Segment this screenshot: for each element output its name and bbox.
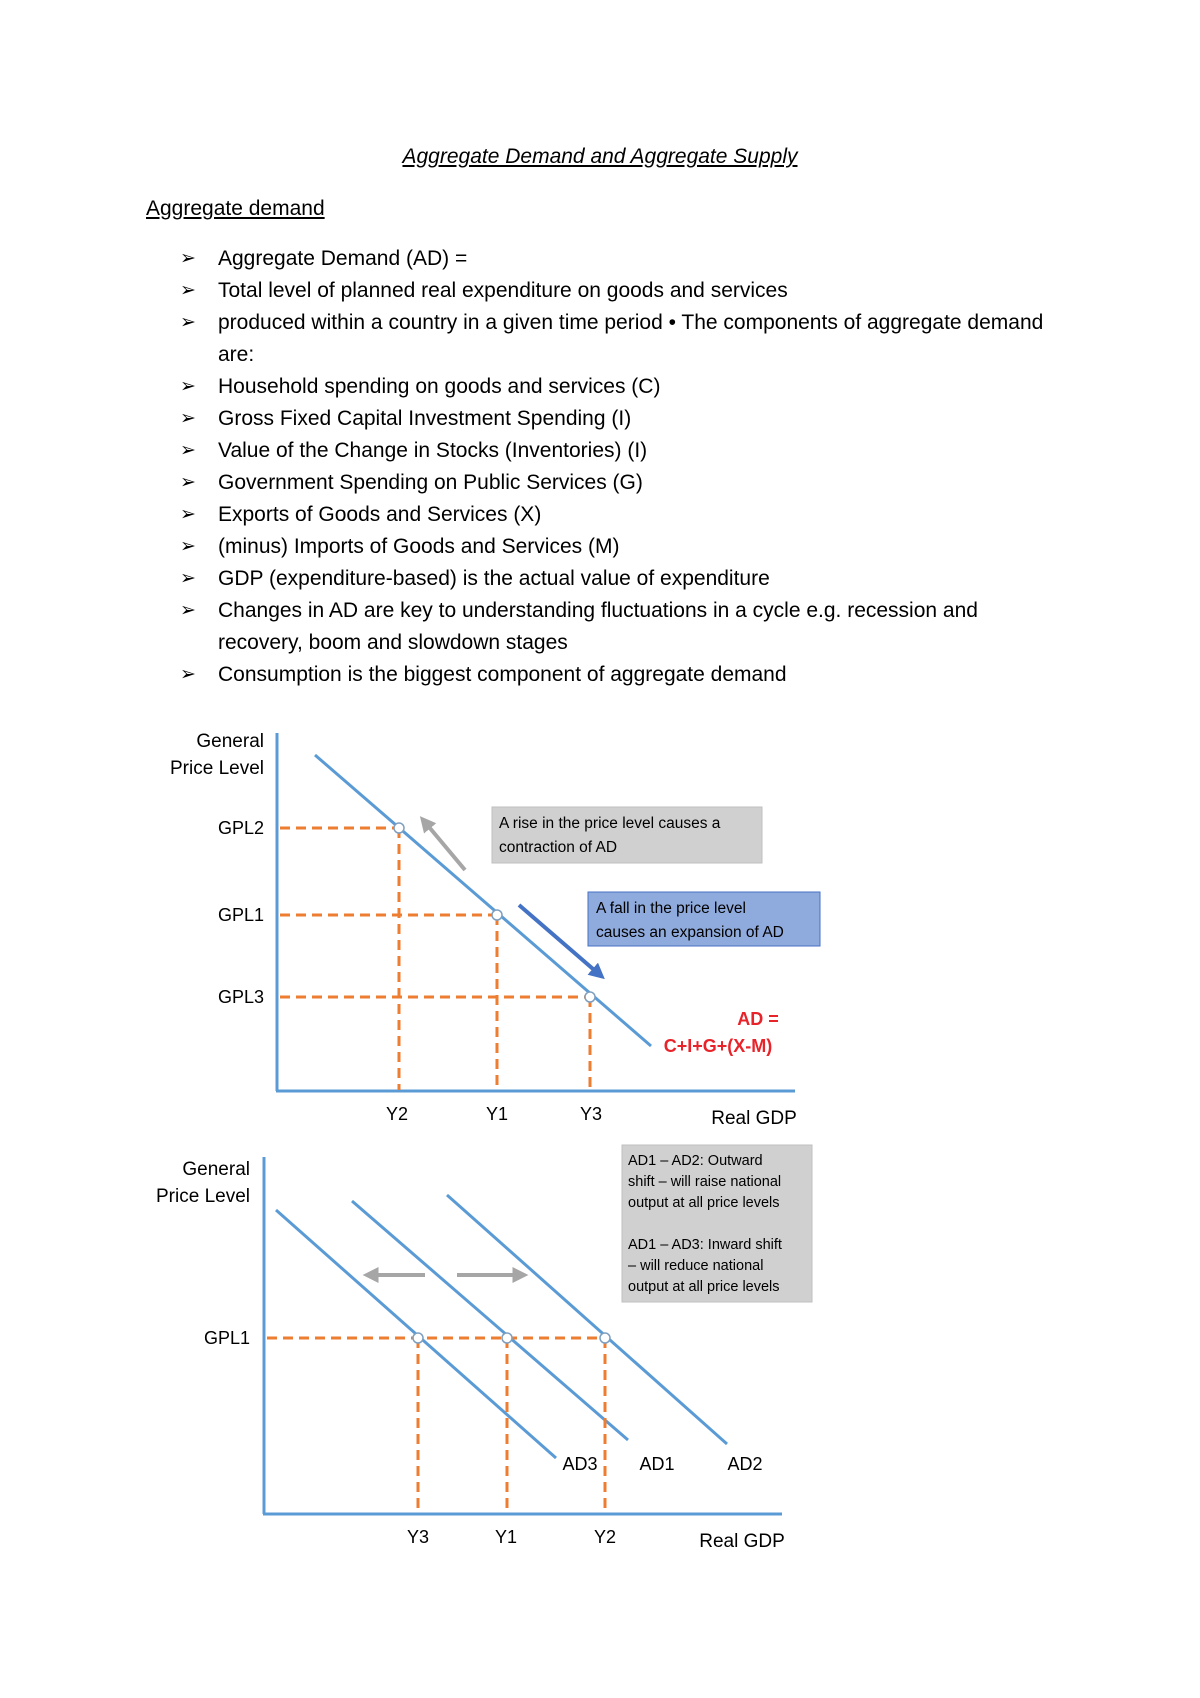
arrow-bullet-icon: ➢ <box>180 536 196 557</box>
list-item-text: Household spending on goods and services (C) <box>218 375 661 398</box>
list-item-text: Gross Fixed Capital Investment Spending (I) <box>218 407 632 430</box>
bullet-list <box>180 243 1060 691</box>
list-item <box>180 307 1060 371</box>
arrow-bullet-icon: ➢ <box>180 248 196 269</box>
arrow-bullet-icon: ➢ <box>180 408 196 429</box>
point-ad3 <box>413 1333 423 1343</box>
list-item-text: Consumption is the biggest component of aggregate demand <box>218 663 787 686</box>
arrow-bullet-icon: ➢ <box>180 472 196 493</box>
x-axis-title: Real GDP <box>711 1108 797 1129</box>
tick-label-gpl1: GPL1 <box>217 905 264 925</box>
up-arrow-icon <box>424 821 465 870</box>
contraction-note-text: contraction of AD <box>499 839 618 856</box>
list-item-text: (minus) Imports of Goods and Services (M) <box>218 535 620 558</box>
list-item-text: produced within a country in a given time period • The components of aggregate demand are: <box>218 311 1044 366</box>
point-ad2 <box>600 1333 610 1343</box>
tick-label-y1: Y1 <box>485 1104 509 1124</box>
shift-note-text: output at all price levels <box>628 1279 780 1295</box>
tick-label-gpl3: GPL3 <box>217 987 264 1007</box>
list-item-text: Changes in AD are key to understanding fluctuations in a cycle e.g. recession and recovery, boom and slowdown stages <box>218 599 978 654</box>
arrow-bullet-icon: ➢ <box>180 280 196 301</box>
list-item-text: GDP (expenditure-based) is the actual value of expenditure <box>218 567 770 590</box>
arrow-bullet-icon: ➢ <box>180 312 196 333</box>
arrow-bullet-icon: ➢ <box>180 664 196 685</box>
tick-label-gpl2: GPL2 <box>217 818 264 838</box>
shift-note-text: AD1 – AD2: Outward <box>628 1153 763 1169</box>
ad2-label: AD2 <box>727 1454 763 1474</box>
point-gpl2 <box>394 823 404 833</box>
arrow-bullet-icon: ➢ <box>180 376 196 397</box>
y-axis-title: Price Level <box>170 758 264 779</box>
list-item <box>180 275 1060 307</box>
section-heading: Aggregate demand <box>146 197 325 220</box>
list-item-text: Government Spending on Public Services (G) <box>218 471 643 494</box>
list-item-text: Exports of Goods and Services (X) <box>218 503 542 526</box>
shift-note-text: output at all price levels <box>628 1195 780 1211</box>
shift-note-text: – will reduce national <box>628 1258 764 1274</box>
point-gpl3 <box>585 992 595 1002</box>
arrow-bullet-icon: ➢ <box>180 568 196 589</box>
ad-curve-label: AD = <box>737 1009 779 1029</box>
y-axis-title: General <box>196 731 264 752</box>
tick-label-y2: Y2 <box>385 1104 409 1124</box>
point-ad1 <box>502 1333 512 1343</box>
list-item <box>180 563 1060 595</box>
list-item <box>180 531 1060 563</box>
y-axis-title: General <box>182 1159 250 1180</box>
tick-label-y3: Y3 <box>579 1104 603 1124</box>
ad-shift-diagram <box>0 1140 900 1560</box>
y-axis-title: Price Level <box>156 1186 250 1207</box>
list-item <box>180 435 1060 467</box>
expansion-note-text: causes an expansion of AD <box>596 924 784 941</box>
list-item-text: Value of the Change in Stocks (Inventories) (I) <box>218 439 648 462</box>
document-title: Aggregate Demand and Aggregate Supply <box>402 145 798 168</box>
ad-movement-diagram <box>0 700 900 1140</box>
list-item <box>180 243 1060 275</box>
arrow-bullet-icon: ➢ <box>180 600 196 621</box>
shift-note-text: shift – will raise national <box>628 1174 782 1190</box>
list-item <box>180 659 1060 691</box>
tick-label-y2: Y2 <box>593 1527 617 1547</box>
tick-label-gpl1: GPL1 <box>203 1328 250 1348</box>
point-gpl1 <box>492 910 502 920</box>
list-item <box>180 595 1060 659</box>
list-item-text: Aggregate Demand (AD) = <box>218 247 468 270</box>
list-item <box>180 467 1060 499</box>
shift-note-text: AD1 – AD3: Inward shift <box>628 1237 782 1253</box>
arrow-bullet-icon: ➢ <box>180 504 196 525</box>
tick-label-y3: Y3 <box>406 1527 430 1547</box>
arrow-bullet-icon: ➢ <box>180 440 196 461</box>
list-item-text: Total level of planned real expenditure on goods and services <box>218 279 788 302</box>
list-item <box>180 499 1060 531</box>
list-item <box>180 371 1060 403</box>
expansion-note-text: A fall in the price level <box>596 900 746 917</box>
x-axis-title: Real GDP <box>699 1531 785 1552</box>
ad-curve-label: C+I+G+(X-M) <box>663 1036 773 1056</box>
tick-label-y1: Y1 <box>494 1527 518 1547</box>
contraction-note-text: A rise in the price level causes a <box>499 815 721 832</box>
ad1-label: AD1 <box>639 1454 675 1474</box>
ad3-label: AD3 <box>562 1454 598 1474</box>
list-item <box>180 403 1060 435</box>
